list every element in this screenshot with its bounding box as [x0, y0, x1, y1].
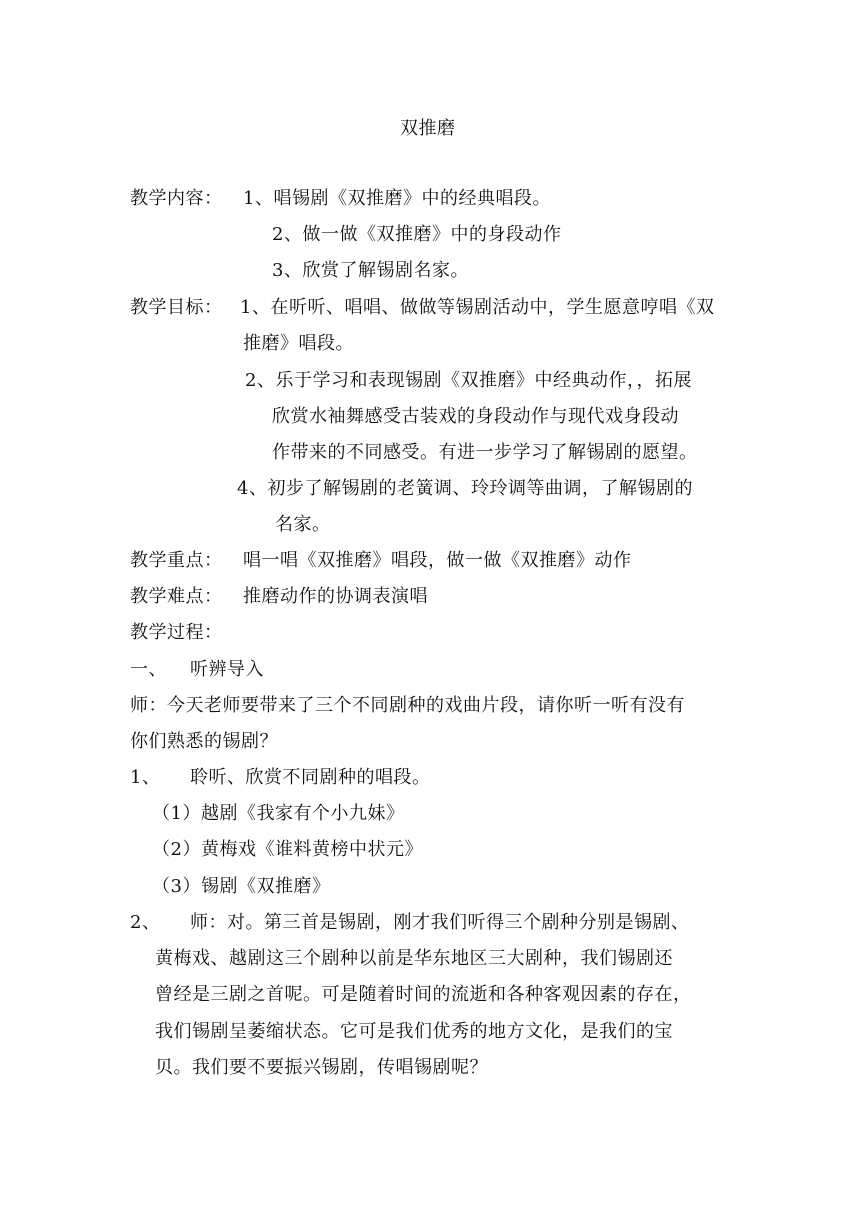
- label-teaching-goals: 教学目标：: [130, 297, 223, 318]
- label-process: 教学过程：: [130, 622, 223, 643]
- text-line: 4、初步了解锡剧的老簧调、玲玲调等曲调，了解锡剧的: [237, 478, 693, 499]
- label-difficulties: 教学难点：: [130, 586, 223, 607]
- text-line: 2、乐于学习和表现锡剧《双推磨》中经典动作，，拓展: [245, 370, 692, 391]
- text-line: 贝。我们要不要振兴锡剧，传唱锡剧呢？: [155, 1057, 488, 1078]
- text-line: 我们锡剧呈萎缩状态。它可是我们优秀的地方文化，是我们的宝: [155, 1021, 673, 1042]
- text-line: 唱一唱《双推磨》唱段，做一做《双推磨》动作: [243, 550, 632, 571]
- section-heading: 听辨导入: [190, 659, 264, 680]
- text-line: 3、欣赏了解锡剧名家。: [272, 260, 469, 281]
- document-title: 双推磨: [400, 118, 456, 139]
- text-line: 2、做一做《双推磨》中的身段动作: [272, 224, 562, 245]
- text-line: 师：今天老师要带来了三个不同剧种的戏曲片段，请你听一听有没有: [130, 695, 685, 716]
- list-item: （3）锡剧《双推磨》: [152, 876, 331, 897]
- list-item: （1）越剧《我家有个小九妹》: [152, 803, 405, 824]
- section-number: 一、: [130, 659, 167, 680]
- text-line: 师：对。第三首是锡剧，刚才我们听得三个剧种分别是锡剧、: [190, 912, 690, 933]
- text-line: 推磨动作的协调表演唱: [243, 586, 428, 607]
- text-line: 欣赏水袖舞感受古装戏的身段动作与现代戏身段动: [272, 406, 679, 427]
- list-number: 1、: [130, 767, 161, 788]
- text-line: 黄梅戏、越剧这三个剧种以前是华东地区三大剧种，我们锡剧还: [155, 948, 673, 969]
- list-item: （2）黄梅戏《谁料黄榜中状元》: [152, 839, 423, 860]
- text-line: 1、在听听、唱唱、做做等锡剧活动中，学生愿意哼唱《双: [240, 297, 715, 318]
- text-line: 作带来的不同感受。有进一步学习了解锡剧的愿望。: [272, 442, 698, 463]
- text-line: 你们熟悉的锡剧？: [130, 731, 278, 752]
- label-teaching-content: 教学内容：: [130, 188, 223, 209]
- text-line: 曾经是三剧之首呢。可是随着时间的流逝和各种客观因素的存在，: [155, 984, 692, 1005]
- text-line: 名家。: [275, 514, 331, 535]
- text-line: 聆听、欣赏不同剧种的唱段。: [190, 767, 431, 788]
- text-line: 1、唱锡剧《双推磨》中的经典唱段。: [243, 188, 551, 209]
- list-number: 2、: [130, 912, 161, 933]
- label-key-points: 教学重点：: [130, 550, 223, 571]
- text-line: 推磨》唱段。: [243, 333, 354, 354]
